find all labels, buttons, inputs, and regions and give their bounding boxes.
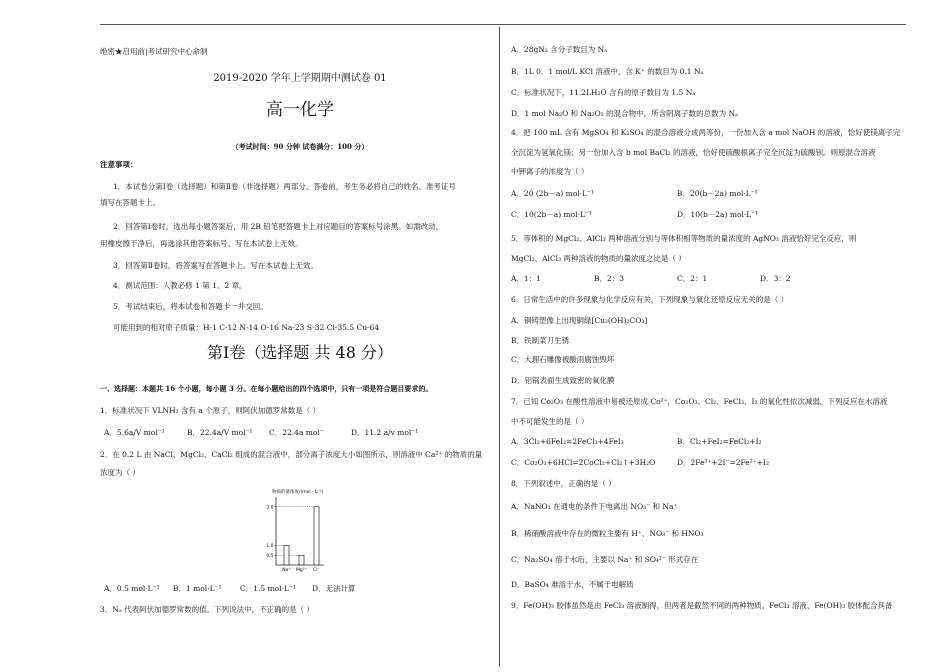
q2-option-b: B．1 mol·L⁻¹ bbox=[173, 584, 222, 593]
q3-option-d: D．1 mol Na₂O 和 Na₂O₂ 的混合物中，所含阴离子数的总数为 Nₐ bbox=[511, 109, 738, 118]
q9-stem: 9．Fe(OH)₃ 胶体虽然是由 FeCl₃ 溶液制得，但两者是截然不同的两种物质。FeCl₃ 溶液、Fe(OH)₃ 胶体配合具备 bbox=[511, 601, 893, 610]
q1-option-c: C．22.4a mol⁻ bbox=[269, 428, 324, 437]
q1-option-d: D．11.2 a/v mol⁻¹ bbox=[351, 428, 419, 437]
q8-option-c: C．Na₂SO₄ 溶于水后，主要以 Na⁺ 和 SO₄²⁻ 形式存在 bbox=[511, 555, 699, 564]
q8-option-a: A．NaNO₃ 在通电的条件下电离出 NO₃⁻ 和 Na⁺ bbox=[511, 502, 678, 511]
q4-option-a: A．20 (2b－a) mol·L⁻¹ bbox=[511, 189, 594, 198]
q2-option-d: D．无法计算 bbox=[312, 584, 356, 593]
q7-option-c: C．Co₂O₃+6HCl=2CoCl₂+Cl₂↑+3H₂O bbox=[511, 458, 656, 467]
note-1: 1．本试卷分第Ⅰ卷（选择题）和第Ⅱ卷（非选择题）两部分。答卷前，考生务必将自己的姓名、准考证号 bbox=[113, 182, 456, 191]
note-4: 4．测试范围：人教必修 1 第 1、2 章。 bbox=[113, 281, 247, 290]
q4-stem: 4．把 100 mL 含有 MgSO₄ 和 K₂SO₄ 的混合溶液分成两等份，一份加入含 a mol NaOH 的溶液，恰好使镁离子完 bbox=[511, 128, 901, 137]
q6-stem: 6．日常生活中的许多现象与化学反应有关，下列现象与氧化还原反应无关的是（ ） bbox=[511, 295, 789, 304]
q8-option-d: D．BaSO₄ 难溶于水，不属于电解质 bbox=[511, 580, 634, 589]
chart-ytick-label: 1.0 bbox=[266, 544, 274, 550]
q5-option-d: D．3：2 bbox=[760, 274, 791, 283]
secret-label: 绝密★启用前|考试研究中心命制 bbox=[100, 47, 208, 56]
q4-stem-cont-1: 全沉淀为氢氧化镁；另一份加入含 b mol BaCl₂ 的溶液，恰好使硫酸根离子完全沉淀为硫酸钡。则原混合溶液 bbox=[511, 148, 876, 157]
note-2: 2．回答第Ⅰ卷时，选出每小题答案后，用 2B 铅笔把答题卡上对应题目的答案标号涂黑。如需改动， bbox=[113, 222, 444, 231]
q6-option-a: A．铜铸塑像上出现铜绿[Cu₂(OH)₂CO₃] bbox=[511, 316, 648, 325]
q5-stem-cont: MgCl₂、AlCl₃ 两种溶液的物质的量浓度之比是（ ） bbox=[511, 254, 686, 263]
note-3: 3．回答第Ⅱ卷时，将答案写在答题卡上。写在本试卷上无效。 bbox=[113, 261, 318, 270]
ion-concentration-chart bbox=[262, 487, 330, 577]
q4-option-c: C．10(2b－a) mol·L⁻¹ bbox=[511, 210, 592, 219]
q7-option-d: D．2Fe³⁺+2I⁻=2Fe²⁺+I₂ bbox=[677, 458, 769, 467]
q2-stem: 2．在 0.2 L 由 NaCl、MgCl₂、CaCl₂ 组成的混合液中，部分离子浓度大小如图所示，则溶液中 Ca²⁺ 的物质的量 bbox=[100, 450, 483, 459]
q3-stem: 3．Nₐ 代表阿伏加德罗常数的值。下列说法中，不正确的是（ ） bbox=[100, 605, 314, 614]
exam-time-info: （考试时间：90 分钟 试卷满分：100 分） bbox=[231, 142, 369, 151]
q4-stem-cont-2: 中钾离子的浓度为（ ） bbox=[511, 167, 589, 176]
chart-ytick-label: 3.0 bbox=[266, 505, 274, 511]
q6-option-d: D．铝锅表面生成致密的氧化膜 bbox=[511, 376, 615, 385]
q7-option-a: A．3Cl₂+6FeI₂=2FeCl₃+4FeI₃ bbox=[511, 437, 624, 446]
q3-option-b: B．1L 0．1 mol/L KCl 溶液中，含 K⁺ 的数目为 0.1 Nₐ bbox=[511, 67, 704, 76]
q6-option-c: C．大理石雕像被酸雨腐蚀毁坏 bbox=[511, 355, 615, 364]
atomic-masses: 可能用到的相对原子质量：H-1 C-12 N-14 O-16 Na-23 S-32 Cl-35.5 Cu-64 bbox=[113, 323, 380, 332]
section-1-instructions: 一、选择题：本题共 16 个小题，每小题 3 分。在每小题给出的四个选项中，只有一项是符合题目要求的。 bbox=[100, 384, 433, 393]
q3-option-c: C．标准状况下，11.2LH₂O 含有的原子数目为 1.5 Nₐ bbox=[511, 88, 696, 97]
chart-bar bbox=[299, 555, 304, 565]
subject-title: 高一化学 bbox=[266, 100, 334, 120]
q3-option-a: A．28gN₂ 含分子数目为 Nₐ bbox=[511, 45, 608, 54]
q6-option-b: B．铁制菜刀生锈 bbox=[511, 336, 570, 345]
header-rule bbox=[100, 24, 906, 25]
q4-option-d: D．10(b－2a) mol·L⁻¹ bbox=[677, 210, 759, 219]
q2-option-c: C．1.5 mol·L⁻¹ bbox=[240, 584, 296, 593]
q5-option-b: B．2：3 bbox=[594, 274, 625, 283]
q8-option-b: B．稀硝酸溶液中存在的微粒主要有 H⁺、NO₃⁻ 和 HNO₃ bbox=[511, 529, 704, 538]
q5-option-c: C．2：1 bbox=[677, 274, 708, 283]
chart-category-label: Cl⁻ bbox=[313, 568, 320, 573]
note-2-cont: 用橡皮擦干净后，再选涂其他答案标号。写在本试卷上无效。 bbox=[100, 239, 303, 248]
q5-stem: 5．等体积的 MgCl₂、AlCl₃ 两种溶液分别与等体积相等物质的量浓度的 AgNO₃ 溶液恰好完全反应，则 bbox=[511, 234, 857, 243]
note-1-cont: 填写在答题卡上。 bbox=[100, 198, 160, 207]
section-1-title: 第Ⅰ卷（选择题 共 48 分） bbox=[207, 343, 393, 362]
q5-option-a: A．1：1 bbox=[511, 274, 541, 283]
q1-stem: 1．标准状况下 VLNH₃ 含有 a 个原子，则阿伏加德罗常数是（ ） bbox=[100, 406, 321, 415]
chart-bar bbox=[284, 546, 289, 565]
q1-option-b: B．22.4a/V mol⁻¹ bbox=[187, 428, 253, 437]
chart-title: 物质的量浓度/(mol · L⁻¹) bbox=[272, 490, 324, 495]
note-5: 5．考试结束后，将本试卷和答题卡一并交回。 bbox=[113, 302, 268, 311]
q4-option-b: B．20(b－2a) mol·L⁻¹ bbox=[677, 189, 758, 198]
q1-option-a: A．5.6a/V mol⁻¹ bbox=[104, 428, 165, 437]
q7-option-b: B．Cl₂+FeI₂=FeCl₂+I₂ bbox=[677, 437, 762, 446]
notes-heading: 注意事项： bbox=[100, 160, 138, 169]
chart-bar bbox=[314, 507, 319, 565]
exam-title: 2019-2020 学年上学期期中测试卷 01 bbox=[213, 73, 387, 84]
chart-category-label: Mg²⁺ bbox=[296, 568, 307, 573]
q7-stem: 7．已知 Co₂O₃ 在酸性溶液中易被还原成 Co²⁺，Co₂O₃、Cl₂、FeCl₃、I₂ 的氧化性依次减弱。下列反应在水溶液 bbox=[511, 397, 888, 406]
q7-stem-cont: 中不可能发生的是（ ） bbox=[511, 417, 589, 426]
chart-category-label: Na⁺ bbox=[282, 568, 291, 573]
q2-option-a: A．0.5 mol·L⁻¹ bbox=[104, 584, 160, 593]
q8-stem: 8．下列叙述中，正确的是（ ） bbox=[511, 479, 616, 488]
chart-ytick-label: 0.5 bbox=[266, 553, 274, 559]
q2-stem-cont: 浓度为（ ） bbox=[100, 468, 140, 477]
